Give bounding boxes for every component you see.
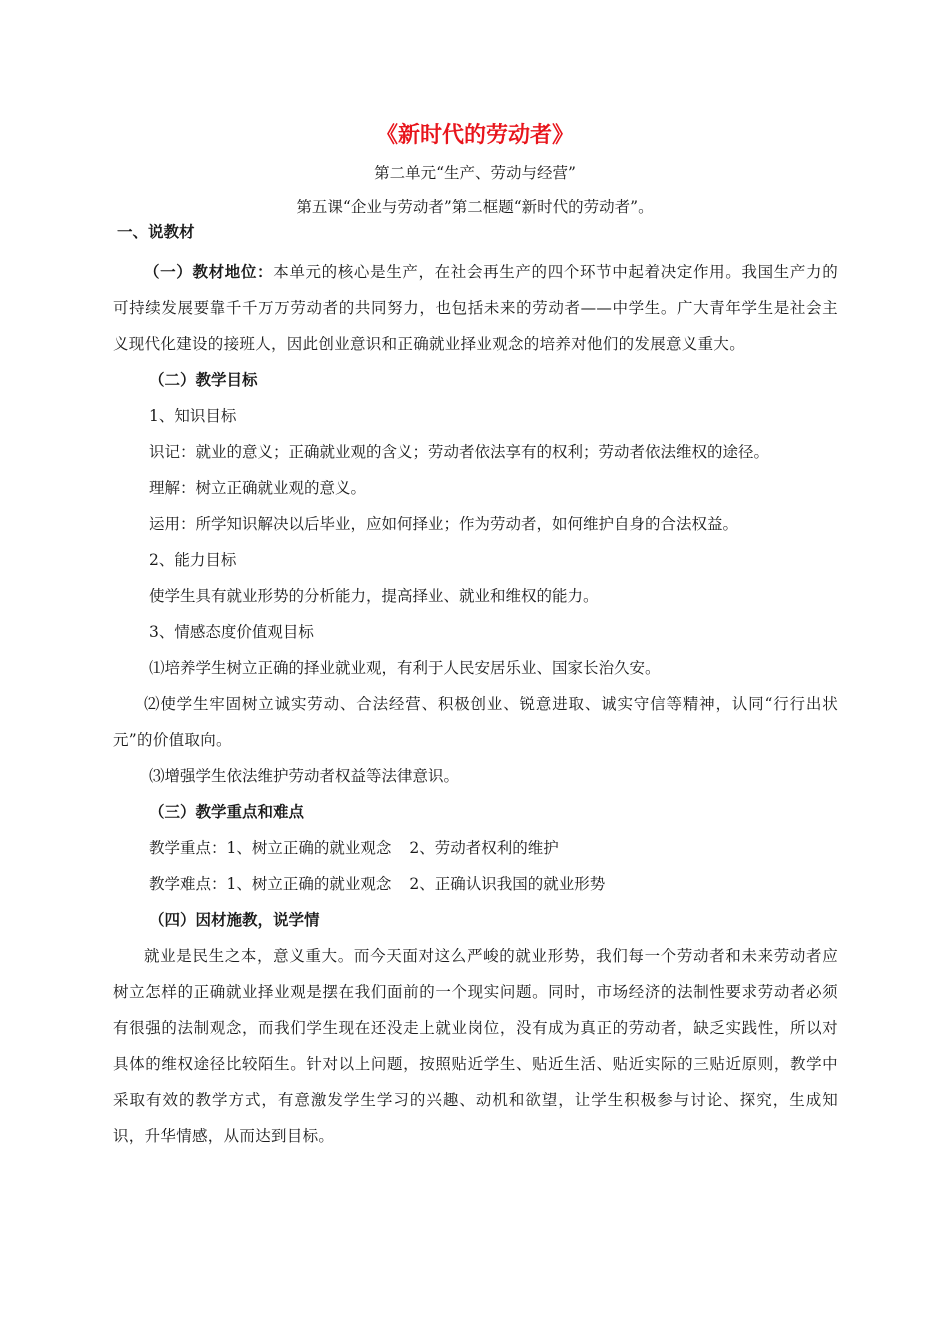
document-title: 《新时代的劳动者》: [375, 123, 574, 148]
line-ability-detail: 使学生具有就业形势的分析能力，提高择业、就业和维权的能力。: [149, 587, 599, 605]
difficult-point-1: 教学难点：1、树立正确的就业观念: [149, 875, 392, 893]
heading-key-points: （三）教学重点和难点: [149, 803, 305, 821]
paragraph-textbook-position: [113, 254, 838, 362]
lesson-subtitle: 第五课“企业与劳动者”第二框题“新时代的劳动者”。: [296, 198, 654, 216]
line-knowledge-goals: 1、知识目标: [149, 407, 237, 425]
line-values-3: ⑶增强学生依法维护劳动者权益等法律意识。: [149, 767, 460, 785]
paragraph-student-analysis: 就业是民生之本，意义重大。而今天面对这么严峻的就业形势，我们每一个劳动者和未来劳动者应树立怎样的正确就业择业观是摆在我们面前的一个现实问题。同时，市场经济的法制性要求劳动者必须有很强的法制观念，而我们学生现在还没走上就业岗位，没有成为真正的劳动者，缺乏实践性，所以对具体的维权途径比较陌生。针对以上问题，按照贴近学生、贴近生活、贴近实际的三贴近原则，教学中采取有效的教学方式，有意激发学生学习的兴趣、动机和欲望，让学生积极参与讨论、探究，生成知识，升华情感，从而达到目标。: [113, 947, 838, 1145]
line-memorize: 识记：就业的意义；正确就业观的含义；劳动者依法享有的权利；劳动者依法维权的途径。: [149, 443, 770, 461]
line-apply: 运用：所学知识解决以后毕业，应如何择业；作为劳动者，如何维护自身的合法权益。: [149, 515, 739, 533]
paragraph-values-2: ⑵使学生牢固树立诚实劳动、合法经营、积极创业、锐意进取、诚实守信等精神，认同“行行出状元”的价值取向。: [113, 695, 838, 749]
paragraph-lead: （一）教材地位：: [144, 263, 274, 281]
heading-teaching-goals: （二）教学目标: [149, 371, 258, 389]
line-difficult-points: [113, 866, 838, 902]
document-body: [113, 220, 838, 1154]
key-point-2: 2、劳动者权利的维护: [409, 839, 559, 857]
line-key-points: [113, 830, 838, 866]
line-values-1: ⑴培养学生树立正确的择业就业观，有利于人民安居乐业、国家长治久安。: [149, 659, 661, 677]
paragraph-text: 本单元的核心是生产，在社会再生产的四个环节中起着决定作用。我国生产力的可持续发展要靠千千万万劳动者的共同努力，也包括未来的劳动者——中学生。广大青年学生是社会主义现代化建设的接班人，因此创业意识和正确就业择业观念的培养对他们的发展意义重大。: [113, 263, 838, 353]
heading-student-analysis: （四）因材施教，说学情: [149, 911, 320, 929]
section-heading: 一、说教材: [117, 223, 195, 241]
key-point-1: 教学重点：1、树立正确的就业观念: [149, 839, 392, 857]
line-values-goals: 3、情感态度价值观目标: [149, 623, 314, 641]
difficult-point-2: 2、正确认识我国的就业形势: [409, 875, 606, 893]
unit-subtitle: 第二单元“生产、劳动与经营”: [374, 164, 576, 182]
line-ability-goals: 2、能力目标: [149, 551, 237, 569]
line-understand: 理解：树立正确就业观的意义。: [149, 479, 367, 497]
